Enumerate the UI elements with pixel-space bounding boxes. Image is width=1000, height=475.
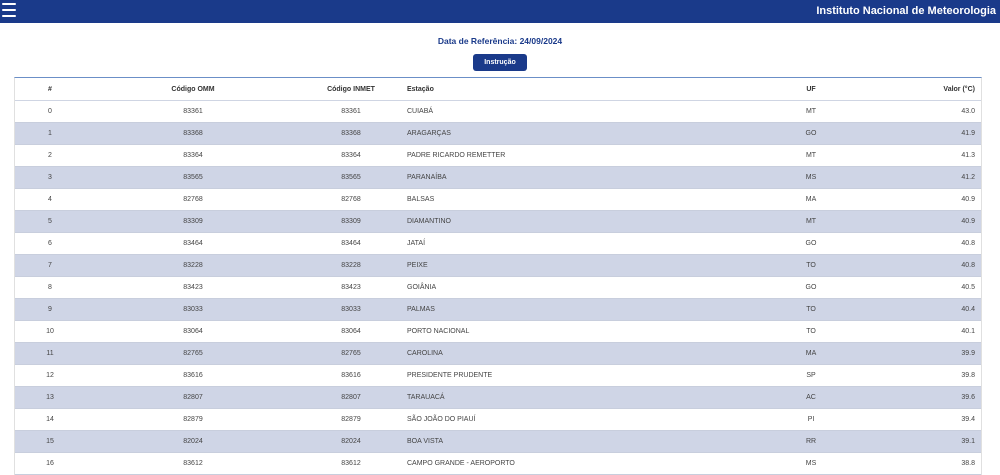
cell-inmet-code: 82807 xyxy=(301,387,401,409)
cell-state: AC xyxy=(780,387,842,409)
table-row[interactable] xyxy=(15,167,981,189)
cell-value: 38.8 xyxy=(842,453,981,475)
cell-inmet-code: 83228 xyxy=(301,255,401,277)
cell-inmet-code: 82768 xyxy=(301,189,401,211)
table-row[interactable] xyxy=(15,343,981,365)
cell-station: BOA VISTA xyxy=(401,431,780,453)
column-header-inmet-code[interactable]: Código INMET xyxy=(301,78,401,101)
column-header-station[interactable]: Estação xyxy=(401,78,780,101)
column-header-index[interactable]: # xyxy=(15,78,85,101)
cell-value: 40.9 xyxy=(842,189,981,211)
cell-value: 39.4 xyxy=(842,409,981,431)
cell-station: PEIXE xyxy=(401,255,780,277)
cell-station: BALSAS xyxy=(401,189,780,211)
table-row[interactable] xyxy=(15,123,981,145)
cell-inmet-code: 83033 xyxy=(301,299,401,321)
cell-inmet-code: 83064 xyxy=(301,321,401,343)
cell-value: 43.0 xyxy=(842,101,981,123)
cell-omm-code: 83565 xyxy=(85,167,301,189)
table-body xyxy=(15,101,981,475)
cell-omm-code: 82807 xyxy=(85,387,301,409)
cell-value: 41.2 xyxy=(842,167,981,189)
stations-table xyxy=(15,78,981,475)
cell-state: GO xyxy=(780,233,842,255)
cell-state: MT xyxy=(780,145,842,167)
cell-index: 5 xyxy=(15,211,85,233)
cell-inmet-code: 83309 xyxy=(301,211,401,233)
cell-omm-code: 82768 xyxy=(85,189,301,211)
cell-inmet-code: 83616 xyxy=(301,365,401,387)
cell-station: DIAMANTINO xyxy=(401,211,780,233)
table-row[interactable] xyxy=(15,321,981,343)
cell-inmet-code: 83361 xyxy=(301,101,401,123)
cell-station: GOIÂNIA xyxy=(401,277,780,299)
cell-station: ARAGARÇAS xyxy=(401,123,780,145)
cell-index: 2 xyxy=(15,145,85,167)
cell-omm-code: 82024 xyxy=(85,431,301,453)
cell-omm-code: 83309 xyxy=(85,211,301,233)
cell-inmet-code: 83368 xyxy=(301,123,401,145)
cell-index: 15 xyxy=(15,431,85,453)
cell-state: SP xyxy=(780,365,842,387)
cell-state: RR xyxy=(780,431,842,453)
cell-station: PORTO NACIONAL xyxy=(401,321,780,343)
cell-station: CAMPO GRANDE - AEROPORTO xyxy=(401,453,780,475)
cell-value: 41.9 xyxy=(842,123,981,145)
table-row[interactable] xyxy=(15,277,981,299)
cell-station: TARAUACÁ xyxy=(401,387,780,409)
table-row[interactable] xyxy=(15,431,981,453)
cell-index: 8 xyxy=(15,277,85,299)
cell-inmet-code: 83464 xyxy=(301,233,401,255)
cell-state: MT xyxy=(780,211,842,233)
cell-state: PI xyxy=(780,409,842,431)
cell-omm-code: 83033 xyxy=(85,299,301,321)
cell-omm-code: 83464 xyxy=(85,233,301,255)
cell-station: PARANAÍBA xyxy=(401,167,780,189)
table-row[interactable] xyxy=(15,189,981,211)
stations-table-container xyxy=(14,77,982,475)
cell-value: 39.8 xyxy=(842,365,981,387)
cell-index: 11 xyxy=(15,343,85,365)
cell-station: JATAÍ xyxy=(401,233,780,255)
cell-state: MS xyxy=(780,167,842,189)
cell-state: TO xyxy=(780,255,842,277)
cell-index: 16 xyxy=(15,453,85,475)
cell-state: GO xyxy=(780,123,842,145)
column-header-state[interactable]: UF xyxy=(780,78,842,101)
cell-state: MT xyxy=(780,101,842,123)
cell-index: 0 xyxy=(15,101,85,123)
cell-index: 10 xyxy=(15,321,85,343)
table-row[interactable] xyxy=(15,365,981,387)
cell-omm-code: 83612 xyxy=(85,453,301,475)
cell-omm-code: 83423 xyxy=(85,277,301,299)
cell-index: 4 xyxy=(15,189,85,211)
cell-index: 13 xyxy=(15,387,85,409)
cell-index: 12 xyxy=(15,365,85,387)
cell-state: MA xyxy=(780,189,842,211)
cell-index: 1 xyxy=(15,123,85,145)
cell-index: 7 xyxy=(15,255,85,277)
cell-omm-code: 83228 xyxy=(85,255,301,277)
table-row[interactable] xyxy=(15,233,981,255)
brand-title[interactable]: Instituto Nacional de Meteorologia xyxy=(816,5,996,17)
instruction-button[interactable]: Instrução xyxy=(473,54,527,71)
cell-omm-code: 83361 xyxy=(85,101,301,123)
cell-inmet-code: 83612 xyxy=(301,453,401,475)
cell-station: PALMAS xyxy=(401,299,780,321)
table-row[interactable] xyxy=(15,299,981,321)
cell-station: CUIABÁ xyxy=(401,101,780,123)
table-row[interactable] xyxy=(15,211,981,233)
cell-station: SÃO JOÃO DO PIAUÍ xyxy=(401,409,780,431)
table-row[interactable] xyxy=(15,101,981,123)
cell-state: MA xyxy=(780,343,842,365)
column-header-omm-code[interactable]: Código OMM xyxy=(85,78,301,101)
table-row[interactable] xyxy=(15,255,981,277)
cell-station: CAROLINA xyxy=(401,343,780,365)
cell-omm-code: 82765 xyxy=(85,343,301,365)
cell-value: 39.9 xyxy=(842,343,981,365)
cell-value: 41.3 xyxy=(842,145,981,167)
cell-inmet-code: 83423 xyxy=(301,277,401,299)
cell-index: 9 xyxy=(15,299,85,321)
cell-state: TO xyxy=(780,321,842,343)
cell-station: PADRE RICARDO REMETTER xyxy=(401,145,780,167)
cell-omm-code: 83616 xyxy=(85,365,301,387)
cell-inmet-code: 82024 xyxy=(301,431,401,453)
cell-index: 14 xyxy=(15,409,85,431)
table-row[interactable] xyxy=(15,409,981,431)
hamburger-menu-icon[interactable] xyxy=(2,3,16,17)
cell-omm-code: 83364 xyxy=(85,145,301,167)
cell-value: 40.1 xyxy=(842,321,981,343)
cell-value: 40.4 xyxy=(842,299,981,321)
cell-state: MS xyxy=(780,453,842,475)
cell-omm-code: 83368 xyxy=(85,123,301,145)
table-row[interactable] xyxy=(15,453,981,475)
cell-value: 40.5 xyxy=(842,277,981,299)
cell-inmet-code: 82879 xyxy=(301,409,401,431)
cell-index: 6 xyxy=(15,233,85,255)
cell-omm-code: 83064 xyxy=(85,321,301,343)
cell-index: 3 xyxy=(15,167,85,189)
cell-value: 40.8 xyxy=(842,255,981,277)
cell-inmet-code: 83364 xyxy=(301,145,401,167)
cell-value: 40.9 xyxy=(842,211,981,233)
cell-station: PRESIDENTE PRUDENTE xyxy=(401,365,780,387)
cell-value: 39.6 xyxy=(842,387,981,409)
table-row[interactable] xyxy=(15,145,981,167)
table-header-row xyxy=(15,78,981,101)
reference-date: Data de Referência: 24/09/2024 xyxy=(437,36,563,46)
cell-inmet-code: 82765 xyxy=(301,343,401,365)
table-row[interactable] xyxy=(15,387,981,409)
cell-state: GO xyxy=(780,277,842,299)
column-header-value[interactable]: Valor (°C) xyxy=(842,78,981,101)
cell-inmet-code: 83565 xyxy=(301,167,401,189)
cell-state: TO xyxy=(780,299,842,321)
cell-value: 39.1 xyxy=(842,431,981,453)
top-navbar xyxy=(0,0,1000,23)
cell-value: 40.8 xyxy=(842,233,981,255)
cell-omm-code: 82879 xyxy=(85,409,301,431)
